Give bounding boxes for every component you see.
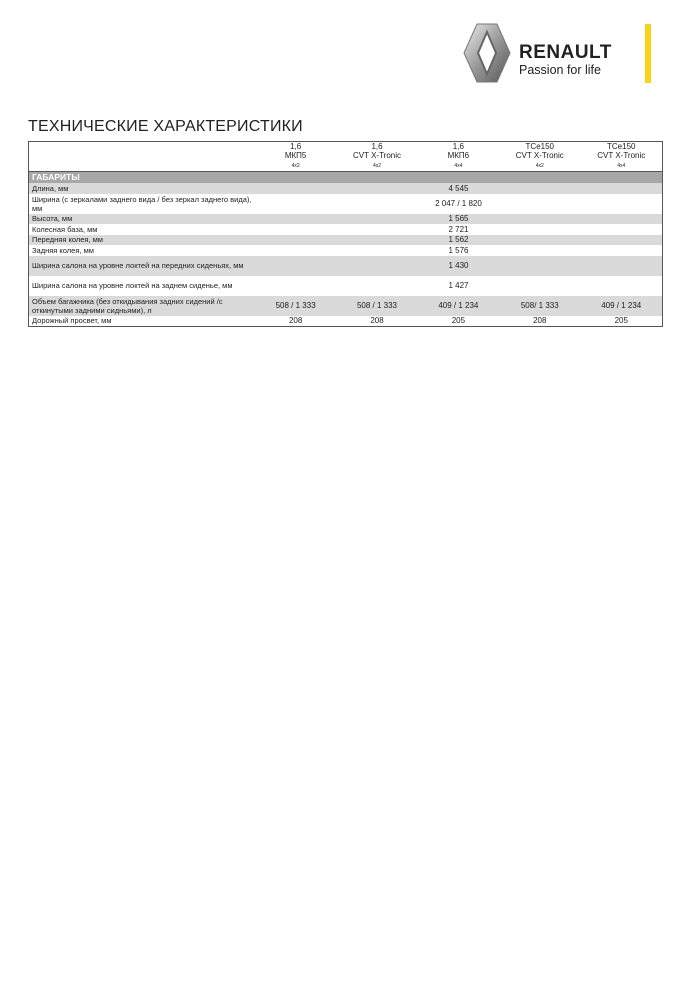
brand-tagline: Passion for life [519, 63, 601, 77]
column-header: 1,6 CVT X-Tronic 4x2 [336, 142, 417, 172]
table-row: Объем багажника (без откидывания задних сидений /с откинутыми задними сидньями), л 508 / 1 333 508 / 1 333 409 / 1 234 508/ 1 333 409 / 1 234 [29, 296, 663, 316]
table-row: Передняя колея, мм 1 562 [29, 235, 663, 246]
column-header: TCe150 CVT X-Tronic 4x4 [581, 142, 663, 172]
section-header: ГАБАРИТЫ [29, 172, 663, 184]
renault-logo [462, 22, 662, 84]
specs-table [28, 141, 663, 327]
table-row: Длина, мм 4 545 [29, 183, 663, 194]
table-row: Высота, мм 1 565 [29, 214, 663, 225]
page-title: ТЕХНИЧЕСКИЕ ХАРАКТЕРИСТИКИ [28, 118, 303, 135]
column-header: 1,6 МКП6 4x4 [418, 142, 499, 172]
column-header: 1,6 МКП5 4x2 [255, 142, 336, 172]
column-header: TCe150 CVT X-Tronic 4x2 [499, 142, 580, 172]
renault-diamond-icon [462, 22, 512, 84]
table-row: Задняя колея, мм 1 576 [32, 245, 469, 255]
table-row: Ширина салона на уровне локтей на передних сиденьях, мм 1 430 [29, 256, 663, 276]
brand-name: RENAULT [519, 42, 612, 63]
table-row: Колесная база, мм 2 721 [32, 224, 469, 234]
table-row: Ширина салона на уровне локтей на заднем сиденье, мм 1 427 [32, 281, 469, 290]
table-row: Дорожный просвет, мм 208 208 205 208 205 [32, 316, 628, 326]
header-row [29, 142, 663, 172]
table-row: Ширина (с зеркалами заднего вида / без зеркал заднего видa), мм 2 047 / 1 820 [32, 194, 482, 213]
accent-bar [645, 24, 651, 83]
